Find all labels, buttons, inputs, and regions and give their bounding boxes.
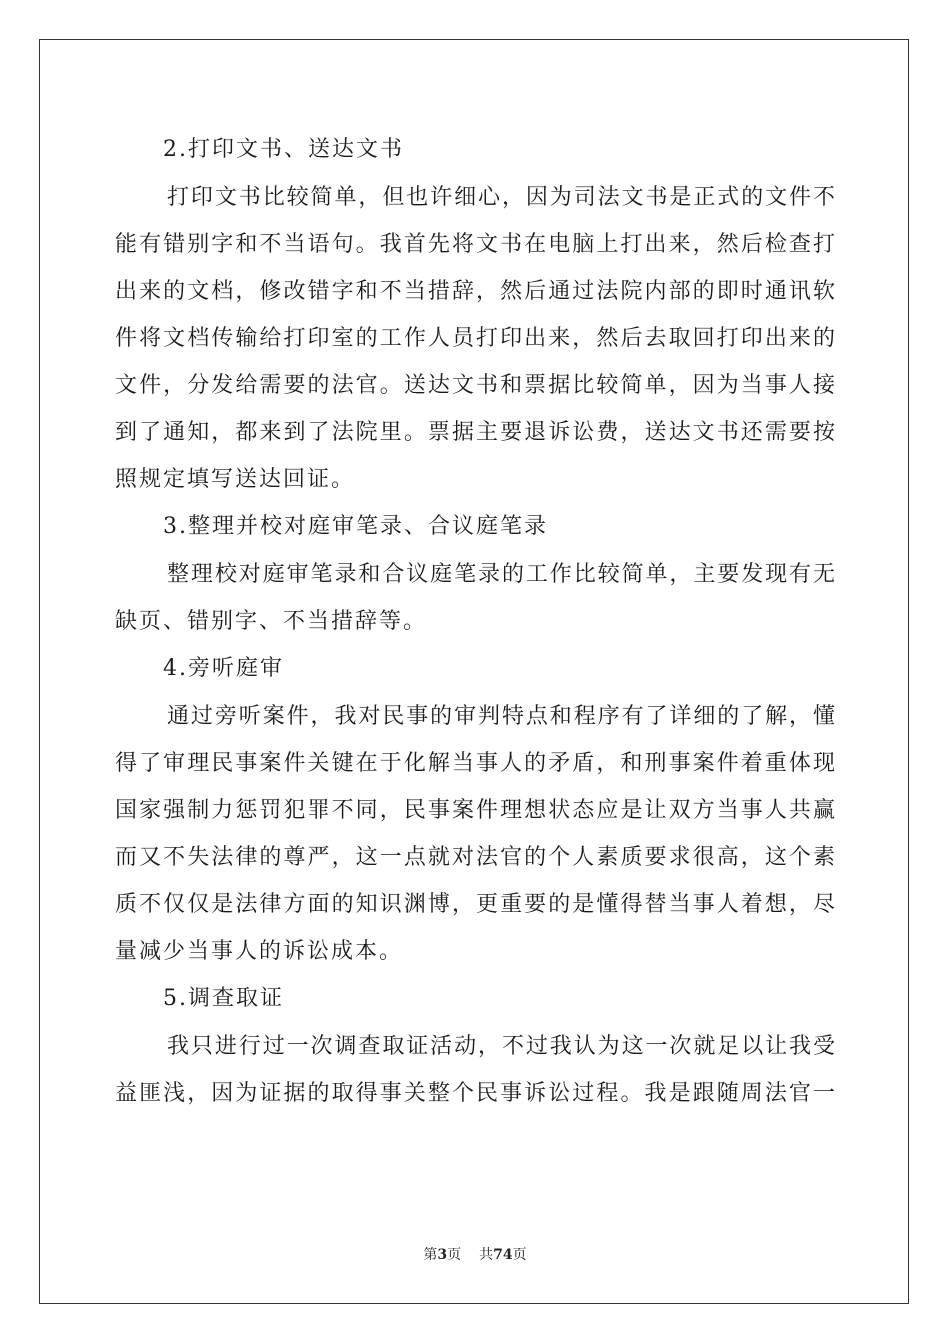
- paragraph-line: 通过旁听案件，我对民事的审判特点和程序有了详细的了解，懂: [167, 704, 835, 729]
- section-heading: 3.整理并校对庭审笔录、合议庭笔录: [163, 514, 548, 539]
- paragraph-line: 文件，分发给需要的法官。送达文书和票据比较简单，因为当事人接: [115, 373, 835, 398]
- page-footer: [0, 1244, 950, 1264]
- section-paragraph: [115, 174, 835, 503]
- paragraph-line: 到了通知，都来到了法院里。票据主要退诉讼费，送达文书还需要按: [115, 420, 835, 445]
- paragraph-line: 质不仅仅是法律方面的知识渊博，更重要的是懂得替当事人着想，尽: [115, 892, 835, 917]
- total-pages: 74: [493, 1247, 513, 1263]
- total-suffix: 页: [512, 1247, 527, 1263]
- page-prefix: 第: [423, 1247, 438, 1263]
- paragraph-line: 整理校对庭审笔录和合议庭笔录的工作比较简单，主要发现有无: [167, 562, 835, 587]
- section-paragraph: [115, 1023, 835, 1117]
- section-paragraph: [115, 693, 835, 975]
- total-prefix: 共: [479, 1247, 494, 1263]
- paragraph-line: 国家强制力惩罚犯罪不同，民事案件理想状态应是让双方当事人共赢: [115, 798, 835, 823]
- page-suffix: 页: [447, 1247, 462, 1263]
- paragraph-line: 量减少当事人的诉讼成本。: [115, 939, 404, 964]
- paragraph-line: 益匪浅，因为证据的取得事关整个民事诉讼过程。我是跟随周法官一: [115, 1081, 835, 1106]
- paragraph-line: 件将文档传输给打印室的工作人员打印出来，然后去取回打印出来的: [115, 326, 835, 351]
- paragraph-line: 我只进行过一次调查取证活动，不过我认为这一次就足以让我受: [167, 1034, 835, 1059]
- paragraph-line: 而又不失法律的尊严，这一点就对法官的个人素质要求很高，这个素: [115, 845, 835, 870]
- paragraph-line: 出来的文档，修改错字和不当措辞，然后通过法院内部的即时通讯软: [115, 279, 835, 304]
- document-body: [115, 126, 835, 1117]
- page-number: 3: [437, 1247, 448, 1263]
- paragraph-line: 打印文书比较简单，但也许细心，因为司法文书是正式的文件不: [167, 185, 835, 210]
- section-heading: 4.旁听庭审: [163, 656, 284, 681]
- paragraph-line: 能有错别字和不当语句。我首先将文书在电脑上打出来，然后检查打: [115, 232, 835, 257]
- section-heading: 2.打印文书、送达文书: [163, 137, 404, 162]
- paragraph-line: 缺页、错别字、不当措辞等。: [115, 609, 428, 634]
- section-heading: 5.调查取证: [163, 986, 284, 1011]
- paragraph-line: 照规定填写送达回证。: [115, 467, 356, 492]
- section-paragraph: [115, 551, 835, 645]
- paragraph-line: 得了审理民事案件关键在于化解当事人的矛盾，和刑事案件着重体现: [115, 751, 835, 776]
